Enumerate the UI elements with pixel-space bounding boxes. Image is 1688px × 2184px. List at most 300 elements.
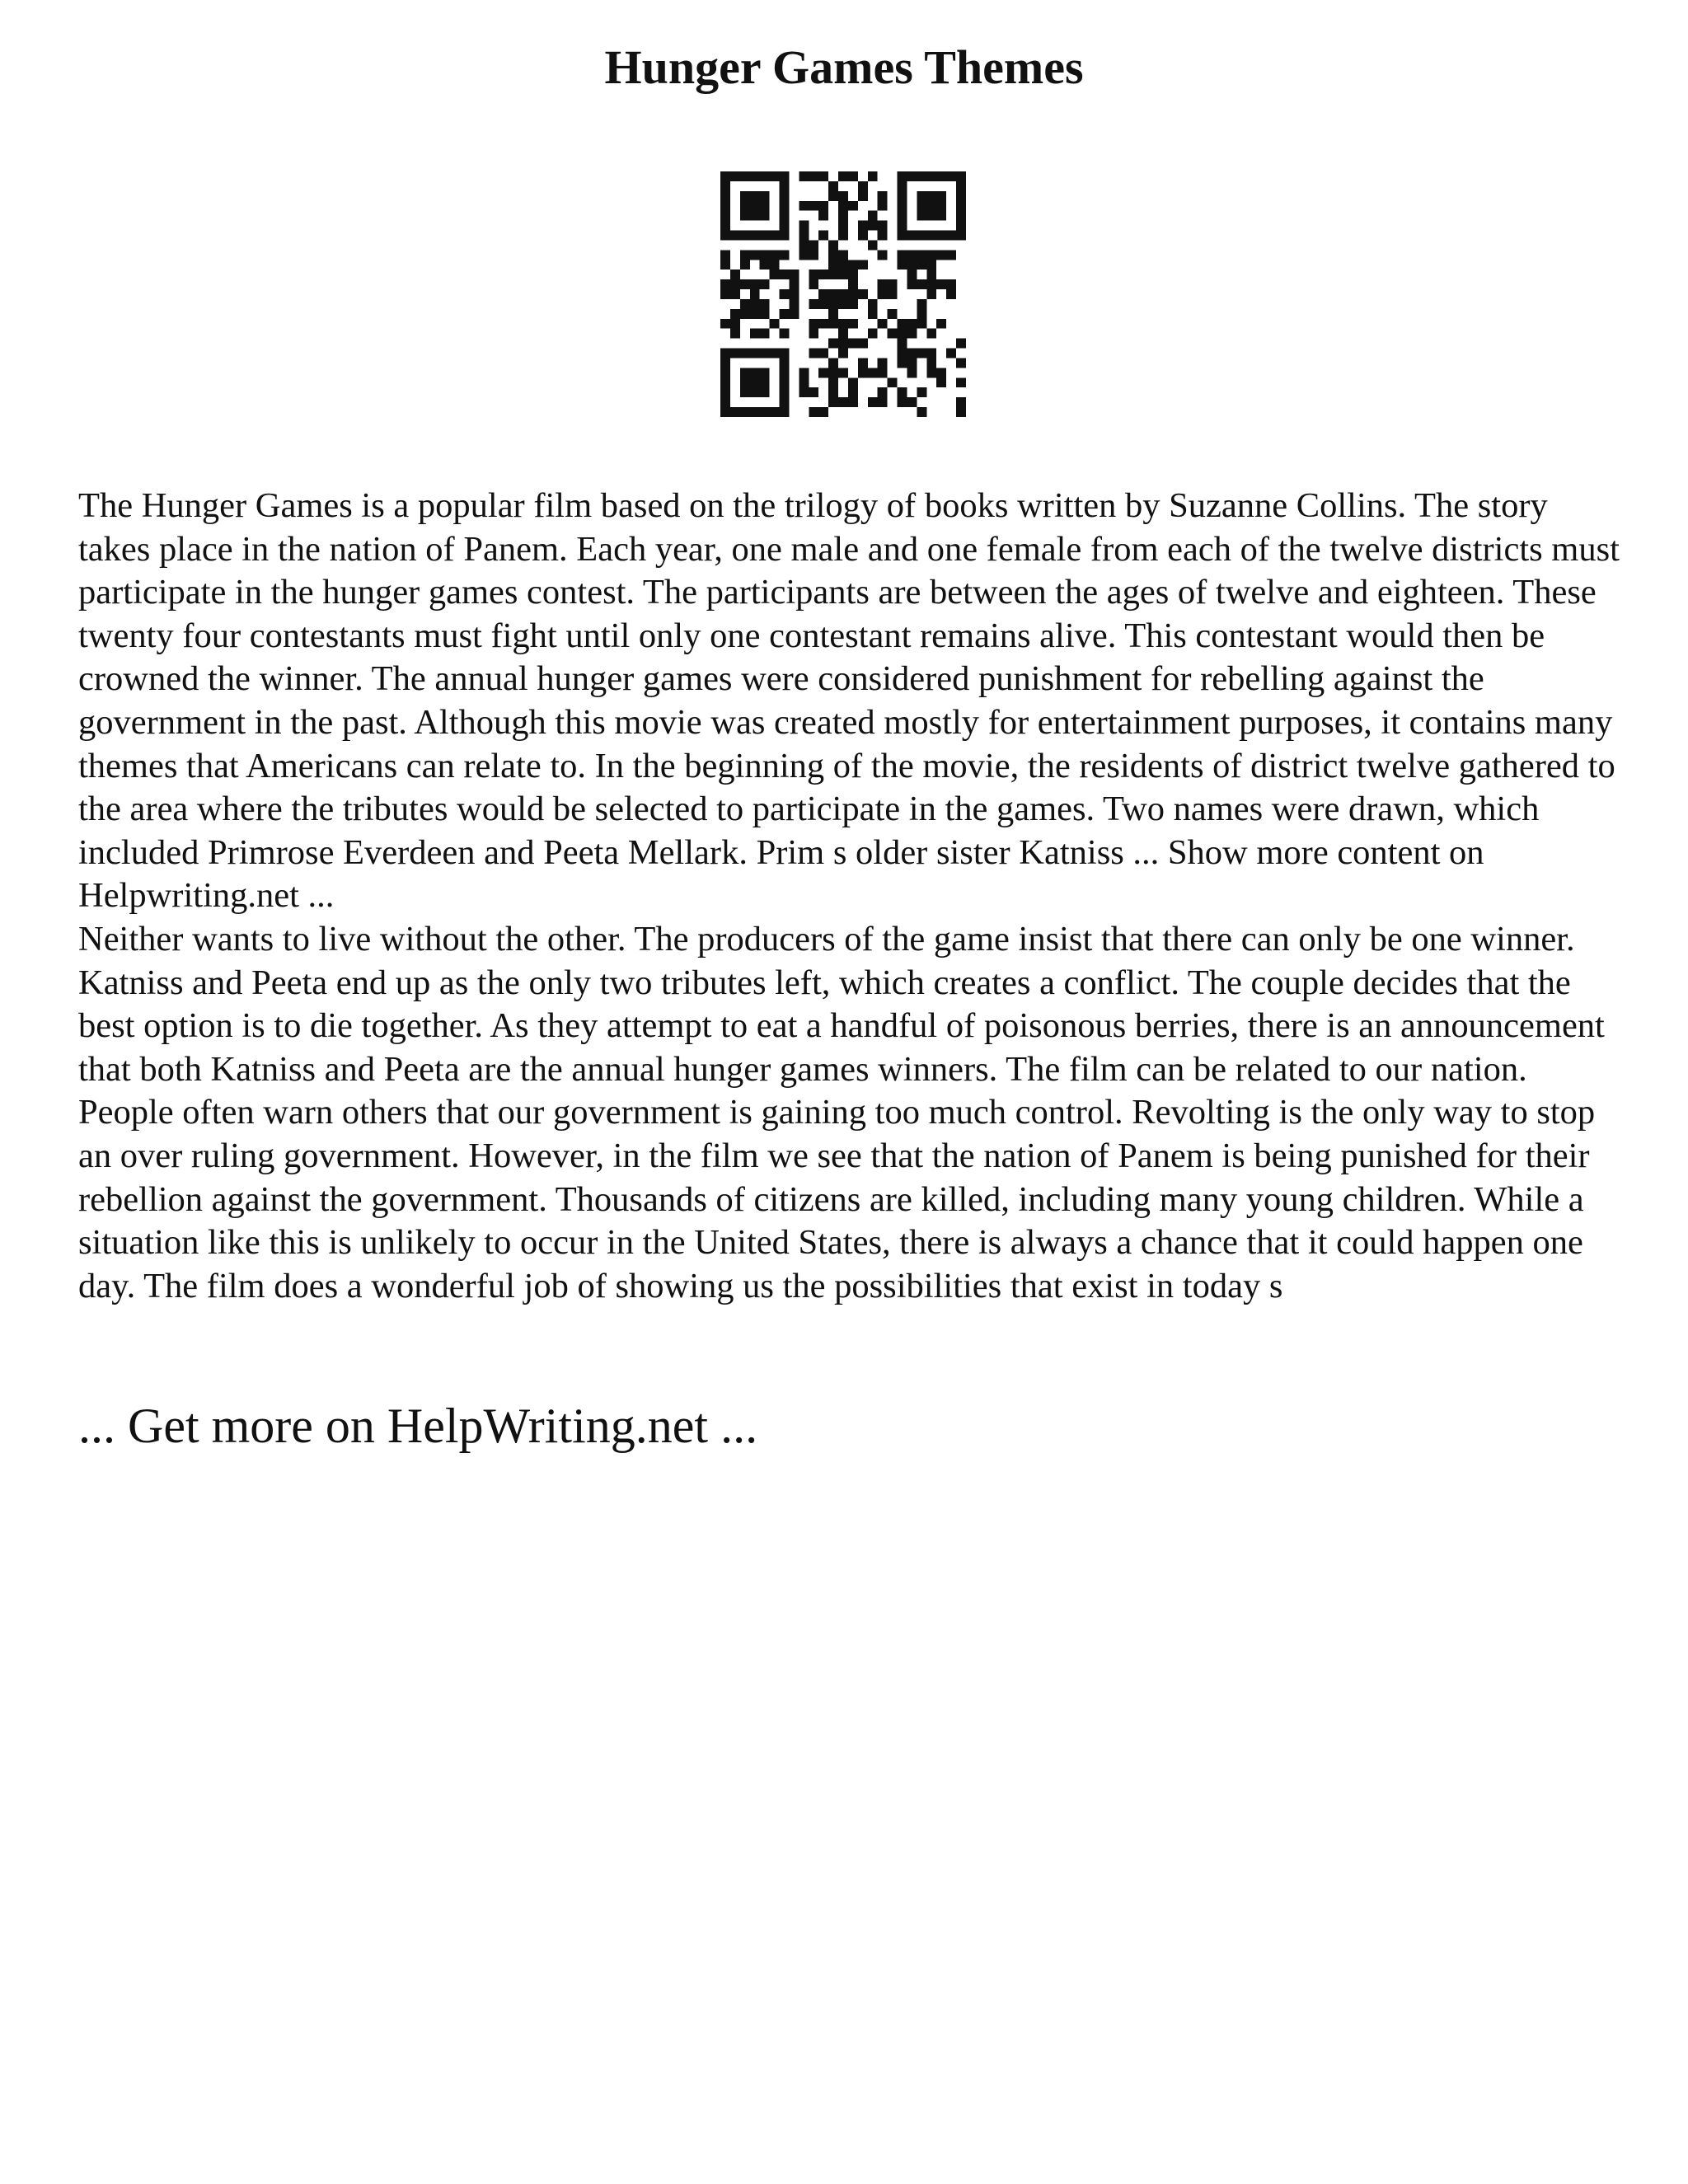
qr-module [838, 211, 848, 221]
qr-module [956, 221, 966, 231]
qr-module [838, 191, 848, 201]
qr-module [868, 397, 878, 407]
qr-module [926, 231, 936, 241]
qr-module [838, 260, 848, 269]
qr-module [848, 269, 858, 279]
qr-module [760, 368, 770, 377]
qr-module [917, 250, 926, 260]
qr-module [868, 368, 878, 377]
qr-module [898, 329, 907, 339]
qr-module [898, 181, 907, 191]
qr-module [818, 289, 828, 299]
qr-module [907, 358, 917, 368]
qr-module [838, 299, 848, 309]
qr-module [828, 299, 838, 309]
qr-module [898, 260, 907, 269]
qr-module [917, 319, 926, 329]
qr-module [780, 221, 790, 231]
qr-module [898, 211, 907, 221]
qr-module [720, 279, 730, 289]
qr-module [878, 231, 888, 241]
qr-module [750, 211, 760, 221]
qr-module [760, 260, 770, 269]
qr-module [878, 397, 888, 407]
qr-module [848, 339, 858, 349]
qr-module [878, 221, 888, 231]
qr-module [740, 377, 750, 387]
qr-module [799, 231, 809, 241]
qr-module [926, 279, 936, 289]
qr-module [818, 319, 828, 329]
qr-module [868, 299, 878, 309]
qr-module [848, 171, 858, 181]
qr-module [917, 191, 926, 201]
qr-module [956, 211, 966, 221]
qr-module [946, 289, 956, 299]
qr-module [838, 368, 848, 377]
qr-module [720, 181, 730, 191]
qr-module [956, 201, 966, 211]
qr-module [720, 171, 730, 181]
qr-module [740, 171, 750, 181]
qr-module [858, 289, 868, 299]
qr-module [809, 329, 818, 339]
qr-module [760, 191, 770, 201]
qr-module [740, 191, 750, 201]
qr-module [809, 279, 818, 289]
qr-module [740, 201, 750, 211]
qr-module [828, 377, 838, 387]
qr-module [780, 309, 790, 319]
qr-module [828, 358, 838, 368]
qr-module [956, 358, 966, 368]
qr-module [780, 191, 790, 201]
qr-module [760, 279, 770, 289]
qr-module [848, 319, 858, 329]
qr-module [730, 279, 740, 289]
qr-module [740, 260, 750, 269]
qr-module [917, 279, 926, 289]
qr-module [780, 171, 790, 181]
qr-module [730, 349, 740, 359]
qr-module [828, 339, 838, 349]
qr-module [898, 221, 907, 231]
qr-module [780, 250, 790, 260]
qr-module [720, 387, 730, 397]
get-more-link[interactable]: ... Get more on HelpWriting.net ... [78, 1399, 758, 1453]
qr-module [720, 201, 730, 211]
qr-module [828, 181, 838, 191]
qr-module [809, 250, 818, 260]
qr-module [838, 319, 848, 329]
qr-module [917, 349, 926, 359]
qr-module [750, 279, 760, 289]
qr-module [780, 397, 790, 407]
qr-module [898, 191, 907, 201]
qr-module [828, 240, 838, 250]
qr-module [770, 171, 780, 181]
qr-module [760, 211, 770, 221]
qr-module [720, 211, 730, 221]
qr-module [799, 201, 809, 211]
qr-module [799, 221, 809, 231]
qr-module [750, 231, 760, 241]
qr-module [936, 377, 946, 387]
qr-module [770, 231, 780, 241]
qr-module [760, 407, 770, 417]
qr-module [809, 319, 818, 329]
qr-module [750, 329, 760, 339]
qr-module [750, 387, 760, 397]
qr-module [720, 377, 730, 387]
qr-module [770, 407, 780, 417]
qr-module [799, 377, 809, 387]
qr-module [770, 260, 780, 269]
qr-module [789, 269, 799, 279]
qr-module [760, 231, 770, 241]
qr-module [740, 368, 750, 377]
qr-module [936, 231, 946, 241]
qr-module [818, 231, 828, 241]
qr-module [936, 191, 946, 201]
qr-module [858, 191, 868, 201]
qr-module [730, 329, 740, 339]
qr-module [760, 201, 770, 211]
qr-module [888, 377, 898, 387]
qr-module [926, 289, 936, 299]
qr-module [828, 319, 838, 329]
qr-module [956, 171, 966, 181]
qr-module [956, 191, 966, 201]
qr-module [789, 309, 799, 319]
qr-module [740, 279, 750, 289]
qr-module [848, 201, 858, 211]
qr-module [878, 191, 888, 201]
qr-module [858, 181, 868, 191]
qr-module [750, 407, 760, 417]
qr-module [848, 289, 858, 299]
qr-module [750, 250, 760, 260]
qr-module [799, 250, 809, 260]
qr-module [926, 201, 936, 211]
qr-module [838, 339, 848, 349]
qr-module [760, 329, 770, 339]
qr-module [898, 358, 907, 368]
qr-module [720, 250, 730, 260]
qr-module [730, 289, 740, 299]
qr-module [770, 269, 780, 279]
qr-module [868, 240, 878, 250]
qr-module [760, 349, 770, 359]
qr-module [818, 201, 828, 211]
qr-module [720, 397, 730, 407]
qr-module [878, 279, 888, 289]
qr-module [917, 260, 926, 269]
qr-module [848, 279, 858, 289]
qr-module [907, 329, 917, 339]
qr-module [799, 240, 809, 250]
qr-module [730, 407, 740, 417]
qr-module [878, 358, 888, 368]
qr-module [838, 201, 848, 211]
qr-module [917, 201, 926, 211]
qr-module [740, 250, 750, 260]
qr-module [809, 349, 818, 359]
qr-module [858, 221, 868, 231]
qr-code-icon [720, 171, 966, 417]
qr-module [868, 221, 878, 231]
qr-module [740, 299, 750, 309]
qr-module [926, 329, 936, 339]
qr-module [936, 171, 946, 181]
qr-module [936, 201, 946, 211]
qr-module [770, 250, 780, 260]
qr-module [956, 397, 966, 407]
qr-module [730, 171, 740, 181]
qr-module [828, 289, 838, 299]
qr-module [750, 289, 760, 299]
qr-module [760, 250, 770, 260]
qr-module [956, 339, 966, 349]
qr-module [926, 211, 936, 221]
qr-module [838, 231, 848, 241]
qr-module [898, 231, 907, 241]
qr-module [750, 171, 760, 181]
qr-module [878, 387, 888, 397]
qr-module [936, 250, 946, 260]
qr-module [907, 250, 917, 260]
qr-module [878, 201, 888, 211]
qr-module [780, 269, 790, 279]
qr-module [907, 397, 917, 407]
qr-module [720, 231, 730, 241]
qr-module [848, 377, 858, 387]
qr-code-graphic [720, 171, 966, 417]
qr-module [926, 171, 936, 181]
qr-module [848, 387, 858, 397]
qr-module [946, 349, 956, 359]
qr-module [750, 377, 760, 387]
qr-module [770, 319, 780, 329]
qr-module [888, 329, 898, 339]
qr-module [838, 349, 848, 359]
qr-module [878, 250, 888, 260]
qr-module [750, 299, 760, 309]
qr-module [730, 269, 740, 279]
qr-module [818, 368, 828, 377]
qr-module [780, 329, 790, 339]
paragraph-continued: Neither wants to live without the other. The producers of the game insist that there can only be one winner. Katniss and Peeta end up as the only two tributes left, which creates a conflict. The couple decides that the best option is to die together. As they attempt to eat a handful of poisonous berries, there is an announcement that both Katniss and Peeta are the annual hunger games winners. The film can be related to our nation. People often warn others that our government is gaining too much control. Revolting is the only way to stop an over ruling government. However, in the film we see that the nation of Panem is being punished for their rebellion against the government. Thousands of citizens are killed, including many young children. While a situation like this is unlikely to occur in the United States, there is always a chance that it could happen one day. The film does a wonderful job of showing us the possibilities that exist in today s [78, 919, 1605, 1305]
qr-module [740, 407, 750, 417]
qr-module [838, 171, 848, 181]
qr-module [780, 407, 790, 417]
qr-module [809, 299, 818, 309]
qr-module [936, 319, 946, 329]
qr-module [809, 387, 818, 397]
qr-module [907, 260, 917, 269]
qr-module [720, 319, 730, 329]
qr-module [848, 299, 858, 309]
qr-module [898, 171, 907, 181]
qr-module [760, 299, 770, 309]
qr-module [780, 358, 790, 368]
qr-module [858, 339, 868, 349]
qr-module [818, 269, 828, 279]
qr-module [740, 387, 750, 397]
qr-module [946, 171, 956, 181]
qr-module [818, 349, 828, 359]
qr-module [917, 387, 926, 397]
qr-module [818, 211, 828, 221]
qr-module [720, 289, 730, 299]
qr-module [780, 387, 790, 397]
qr-module [926, 191, 936, 201]
qr-module [838, 289, 848, 299]
qr-module [828, 191, 838, 201]
qr-module [780, 377, 790, 387]
qr-module [838, 221, 848, 231]
qr-module [907, 279, 917, 289]
qr-module [926, 269, 936, 279]
qr-module [809, 407, 818, 417]
qr-module [720, 221, 730, 231]
qr-module [720, 191, 730, 201]
qr-module [740, 309, 750, 319]
qr-module [868, 211, 878, 221]
qr-module [780, 201, 790, 211]
article-body [78, 485, 1628, 1308]
qr-module [858, 231, 868, 241]
qr-module [799, 171, 809, 181]
qr-module [917, 171, 926, 181]
qr-module [936, 368, 946, 377]
qr-module [907, 269, 917, 279]
qr-module [956, 231, 966, 241]
qr-module [818, 299, 828, 309]
qr-module [858, 358, 868, 368]
qr-module [878, 368, 888, 377]
qr-module [799, 387, 809, 397]
qr-module [828, 397, 838, 407]
qr-module [956, 181, 966, 191]
qr-module [838, 397, 848, 407]
paragraph-intro: The Hunger Games is a popular film based on the trilogy of books written by Suzanne Collins. The story takes place in the nation of Panem. Each year, one male and one female from each of the twelve districts must participate in the hunger games contest. The participants are between the ages of twelve and eighteen. These twenty four contestants must fight until only one contestant remains alive. This contestant would then be crowned the winner. The annual hunger games were considered punishment for rebelling against the government in the past. Although this movie was created mostly for entertainment purposes, it contains many themes that Americans can relate to. In the beginning of the movie, the residents of district twelve gathered to the area where the tributes would be selected to participate in the games. Two names were drawn, which included Primrose Everdeen and Peeta Mellark. Prim s older sister Katniss ... Show more content on Helpwriting.net ... [78, 486, 1620, 916]
qr-module [946, 279, 956, 289]
qr-module [858, 260, 868, 269]
qr-module [838, 329, 848, 339]
qr-module [868, 171, 878, 181]
qr-module [750, 309, 760, 319]
qr-module [789, 299, 799, 309]
qr-module [720, 358, 730, 368]
qr-module [926, 260, 936, 269]
qr-module [828, 269, 838, 279]
qr-module [780, 211, 790, 221]
qr-module [936, 211, 946, 221]
qr-module [809, 269, 818, 279]
qr-module [730, 319, 740, 329]
qr-module [760, 171, 770, 181]
qr-module [770, 349, 780, 359]
qr-module [809, 240, 818, 250]
qr-module [956, 407, 966, 417]
qr-module [828, 260, 838, 269]
qr-module [838, 250, 848, 260]
qr-module [750, 191, 760, 201]
qr-module [809, 201, 818, 211]
qr-module [946, 250, 956, 260]
qr-module [898, 201, 907, 211]
qr-module [898, 349, 907, 359]
qr-module [888, 309, 898, 319]
qr-module [760, 309, 770, 319]
qr-module [838, 269, 848, 279]
qr-module [828, 368, 838, 377]
qr-module [917, 299, 926, 309]
qr-module [750, 201, 760, 211]
qr-module [789, 279, 799, 289]
qr-module [828, 387, 838, 397]
qr-module [926, 349, 936, 359]
qr-module [878, 319, 888, 329]
qr-module [926, 358, 936, 368]
qr-module [828, 250, 838, 260]
qr-module [898, 250, 907, 260]
qr-module [809, 171, 818, 181]
qr-module [720, 349, 730, 359]
qr-module [799, 368, 809, 377]
qr-module [926, 250, 936, 260]
qr-module [917, 231, 926, 241]
qr-module [780, 349, 790, 359]
qr-module [740, 211, 750, 221]
qr-module [868, 309, 878, 319]
qr-module [818, 407, 828, 417]
qr-module [848, 260, 858, 269]
qr-module [907, 231, 917, 241]
qr-module [907, 368, 917, 377]
qr-module [907, 319, 917, 329]
page-title: Hunger Games Themes [604, 40, 1084, 94]
qr-module [750, 349, 760, 359]
qr-module [888, 289, 898, 299]
qr-module [720, 407, 730, 417]
qr-module [858, 368, 868, 377]
qr-module [898, 339, 907, 349]
qr-module [780, 368, 790, 377]
qr-module [760, 387, 770, 397]
qr-module [780, 289, 790, 299]
qr-module [898, 319, 907, 329]
qr-module [956, 377, 966, 387]
qr-module [740, 231, 750, 241]
qr-module [789, 289, 799, 299]
qr-module [878, 289, 888, 299]
qr-module [946, 231, 956, 241]
qr-module [868, 329, 878, 339]
qr-module [926, 368, 936, 377]
qr-module [907, 349, 917, 359]
qr-module [750, 368, 760, 377]
qr-module [936, 279, 946, 289]
qr-module [917, 407, 926, 417]
qr-module [720, 368, 730, 377]
qr-module [888, 279, 898, 289]
qr-module [760, 377, 770, 387]
qr-module [730, 231, 740, 241]
qr-module [780, 181, 790, 191]
qr-module [917, 309, 926, 319]
